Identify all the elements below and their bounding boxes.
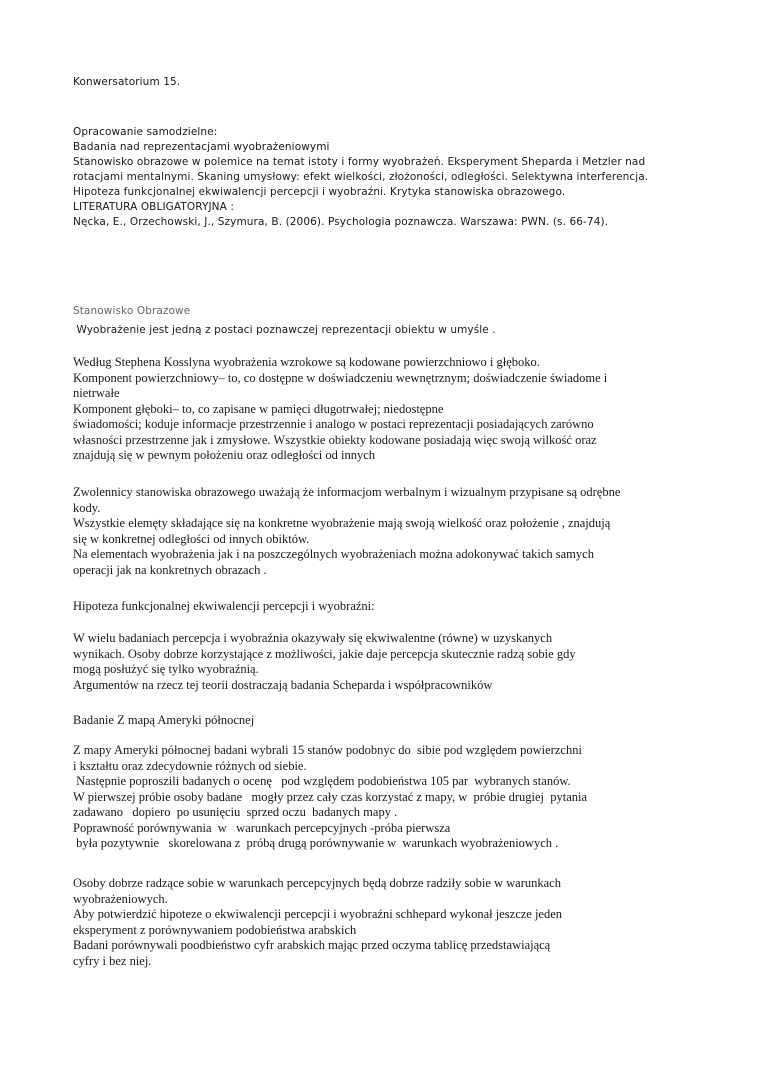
paragraph-line: znajdują się w pewnym położeniu oraz odległości od innych (73, 448, 376, 462)
paragraph-line: W pierwszej próbie osoby badane mogły przez cały czas korzystać z mapy, w próbie drugiej pytania (73, 789, 588, 804)
paragraph-line: operacji jak na konkretnych obrazach . (73, 562, 267, 577)
paragraph-map-study (73, 743, 693, 852)
self-study-line: Opracowanie samodzielne: (73, 126, 218, 138)
section-heading (73, 304, 693, 319)
self-study-line: rotacjami mentalnymi. Skaning umysłowy: efekt wielkości, złożoności, odległości. Selektywna interferencja. (73, 171, 649, 183)
paragraph-line: Komponent powierzchniowy– to, co dostępne w doświadczeniu wewnętrznym; doświadczenie świadome i (73, 370, 608, 385)
self-study-line: Badania nad reprezentacjami wyobrażeniowymi (73, 141, 330, 153)
paragraph-line: się w konkretnej odległości od innych obiktów. (73, 531, 310, 546)
paragraph-supporters (73, 485, 693, 578)
paragraph-line: wyobrażeniowych. (73, 891, 168, 906)
paragraph-line: była pozytywnie skorelowana z próbą drugą porównywanie w warunkach wyobrażeniowych . (73, 836, 559, 850)
paragraph-line: Osoby dobrze radzące sobie w warunkach percepcyjnych będą dobrze radziły sobie w warunkach (73, 876, 561, 890)
paragraph-line: nietrwałe (73, 386, 120, 400)
paragraph-line: Komponent głęboki– to, co zapisane w pamięci długotrwałej; niedostępne (73, 401, 444, 416)
section-heading-text: Stanowisko Obrazowe (73, 305, 191, 317)
paragraph-line: Aby potwierdzić hipoteze o ekwiwalencji percepcji i wyobraźni schhepard wykonał jeszcze jeden (73, 907, 563, 921)
paragraph-line: Następnie poproszili badanych o ocenę pod względem podobieństwa 105 par wybranych stanów. (73, 774, 571, 788)
paragraph-line: Argumentów na rzecz tej teorii dostraczają badania Scheparda i współpracowników (73, 677, 493, 692)
self-study-block (73, 125, 693, 230)
section-intro (73, 323, 693, 338)
paragraph-line: zadawano dopiero po usunięciu sprzed oczu badanych mapy . (73, 805, 398, 819)
title-line: Konwersatorium 15. (73, 76, 181, 88)
paragraph-line: wynikach. Osoby dobrze korzystające z możliwości, jakie daje percepcja skutecznie radzą sobie gdy (73, 646, 576, 661)
paragraph-line: cyfry i bez niej. (73, 953, 152, 968)
paragraph-line: własności przestrzenne jak i zmysłowe. Wszystkie obiekty kodowane posiadają więc swoją wilkość oraz (73, 432, 597, 447)
document-title (73, 75, 693, 90)
paragraph-line: Hipoteza funkcjonalnej ekwiwalencji percepcji i wyobraźni: (73, 599, 375, 613)
paragraph-line: kody. (73, 500, 101, 515)
paragraph-line: W wielu badaniach percepcja i wyobraźnia okazywały się ekwiwalentne (równe) w uzyskanych (73, 631, 553, 645)
paragraph-line: mogą posłużyć się tylko wyobraźnią. (73, 662, 259, 676)
paragraph-line: Wszystkie elemęty składające się na konkretne wyobrażenie mają swoją wielkość oraz położenie , znajdują (73, 516, 611, 530)
paragraph-line: Z mapy Ameryki północnej badani wybrali 15 stanów podobnyc do sibie pod względem powierzchni (73, 743, 582, 757)
paragraph-kosslyn (73, 355, 693, 464)
paragraph-line: eksperyment z porównywaniem podobieństwa arabskich (73, 922, 357, 937)
paragraph-line: świadomości; koduje informacje przestrzennie i analogo w postaci reprezentacji posiadających zarówno (73, 417, 594, 431)
paragraph-line: Na elementach wyobrażenia jak i na poszczególnych wyobrażeniach można adokonywać takich samych (73, 547, 594, 561)
self-study-line: LITERATURA OBLIGATORYJNA : (73, 201, 234, 213)
paragraph-line: Zwolennicy stanowiska obrazowego uważają że informacjom werbalnym i wizualnym przypisane są odrębne (73, 485, 621, 499)
self-study-line: Hipoteza funkcjonalnej ekwiwalencji percepcji i wyobraźni. Krytyka stanowiska obrazowego. (73, 186, 566, 198)
self-study-line: Stanowisko obrazowe w polemice na temat istoty i formy wyobrażeń. Eksperyment Sheparda i Metzler nad (73, 156, 646, 168)
paragraph-line: Badani porównywali poodbieństwo cyfr arabskich mając przed oczyma tablicę przedstawiającą (73, 938, 551, 952)
paragraph-line: Badanie Z mapą Ameryki północnej (73, 713, 255, 727)
intro-line: Wyobrażenie jest jedną z postaci poznawczej reprezentacji obiektu w umyśle . (73, 324, 496, 336)
paragraph-hypothesis-heading (73, 599, 693, 615)
paragraph-line: Według Stephena Kosslyna wyobrażenia wzrokowe są kodowane powierzchniowo i głęboko. (73, 355, 540, 369)
paragraph-line: i kształtu oraz zdecydownie różnych od siebie. (73, 758, 307, 773)
paragraph-line: Poprawność porównywania w warunkach percepcyjnych -próba pierwsza (73, 820, 451, 835)
paragraph-conclusion (73, 876, 693, 969)
paragraph-equivalence (73, 631, 693, 693)
self-study-line: Nęcka, E., Orzechowski, J., Szymura, B. (2006). Psychologia poznawcza. Warszawa: PWN. (s. 66-74). (73, 216, 609, 228)
paragraph-map-heading (73, 713, 693, 729)
